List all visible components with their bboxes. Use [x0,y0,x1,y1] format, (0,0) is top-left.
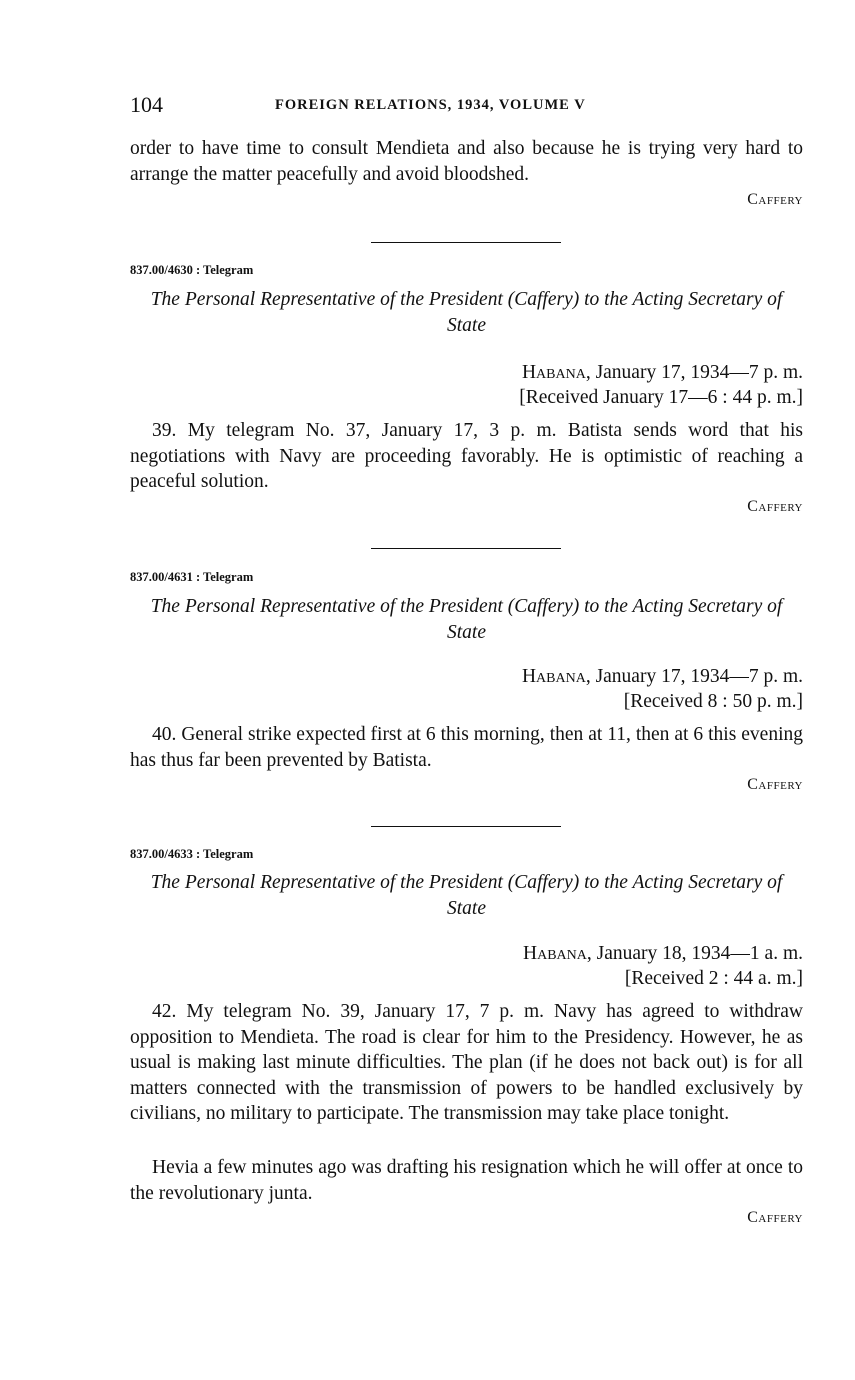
running-title: FOREIGN RELATIONS, 1934, VOLUME V [275,97,586,113]
intro-paragraph: order to have time to consult Mendieta and also because he is trying very hard to arrange the matter peacefully and avoid bloodshed. [130,138,803,185]
dateline-place: Habana [521,362,586,383]
section-divider [371,548,561,549]
file-number: 837.00/4633 : Telegram [130,847,254,861]
section-divider [371,826,561,827]
telegram-paragraph: Hevia a few minutes ago was drafting his resignation which he will offer at once to the revolutionary junta. [130,1157,803,1204]
section-divider [371,242,561,243]
dateline-place: Habana [523,943,587,964]
document-title: The Personal Representative of the President (Caffery) to the Acting Secretary of State [150,596,783,643]
dateline [522,666,803,688]
dateline-date: , January 17, 1934—7 p. m. [585,362,803,383]
received-line: [Received 2 : 44 a. m.] [624,968,803,989]
document-title: The Personal Representative of the President (Caffery) to the Acting Secretary of State [150,872,783,919]
telegram-signature: Caffery [747,1209,803,1226]
file-number: 837.00/4630 : Telegram [130,263,254,277]
telegram-paragraph: 40. General strike expected first at 6 this morning, then at 11, then at 6 this evening has thus far been prevented by Batista. [130,724,803,771]
received-line: [Received 8 : 50 p. m.] [623,691,803,712]
dateline [523,943,803,965]
telegram-signature: Caffery [747,498,803,515]
telegram-paragraph: 39. My telegram No. 37, January 17, 3 p. m. Batista sends word that his negotiations with Navy are proceeding favorably. He is optimistic of reaching a peaceful solution. [130,420,803,492]
dateline-place: Habana [521,666,586,687]
file-number: 837.00/4631 : Telegram [130,570,254,584]
intro-signature: Caffery [747,191,803,208]
dateline [522,362,803,384]
dateline-date: , January 18, 1934—1 a. m. [586,943,803,964]
page-number: 104 [130,92,163,117]
dateline-date: , January 17, 1934—7 p. m. [585,666,803,687]
telegram-paragraph: 42. My telegram No. 39, January 17, 7 p. m. Navy has agreed to withdraw opposition to Mendieta. The road is clear for him to the Presidency. However, he as usual is making last minute difficulties. The plan (if he does not back out) is for all matters connected with the transmission of powers to be handled exclusively by civilians, no military to participate. The transmission may take place tonight. [130,1001,803,1124]
page-header [130,92,803,122]
received-line: [Received January 17—6 : 44 p. m.] [519,387,803,408]
document-title: The Personal Representative of the President (Caffery) to the Acting Secretary of State [150,289,783,336]
telegram-signature: Caffery [747,776,803,793]
